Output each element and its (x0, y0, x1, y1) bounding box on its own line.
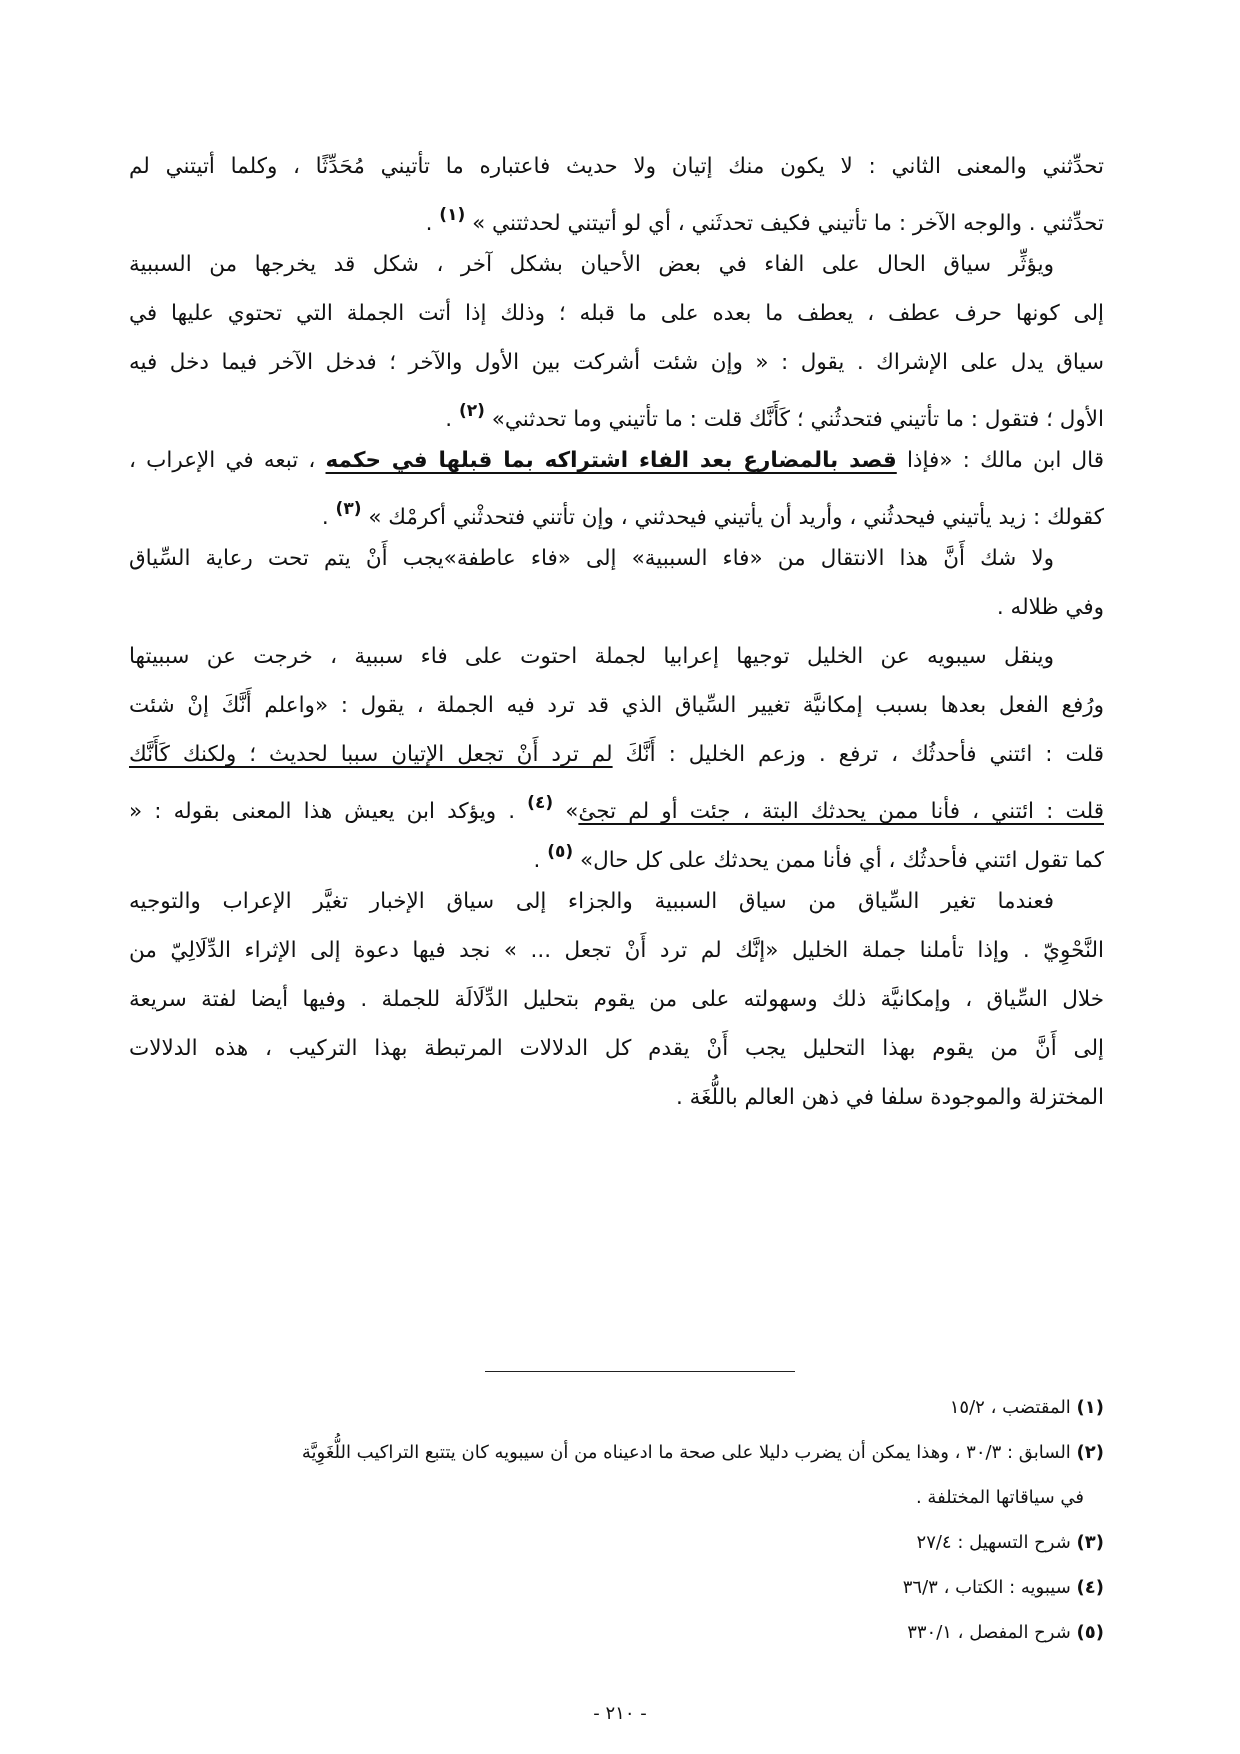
text-line (129, 240, 1104, 289)
footnote-reference: (٢) (458, 401, 485, 421)
text-segment: ويؤثِّر سياق الحال على الفاء في بعض الأحيان بشكل آخر ، شكل قد يخرجها من السببية (129, 252, 1054, 277)
text-line (129, 632, 1104, 681)
footnote-text: شرح التسهيل : ٢٧/٤ (916, 1532, 1077, 1553)
footnote-number: (٢) (1076, 1442, 1104, 1463)
body-text (129, 142, 1104, 1122)
text-line (129, 730, 1104, 779)
footnote-reference: (٥) (547, 842, 574, 862)
text-segment: خلال السِّياق ، وإمكانيَّة ذلك وسهولته على من يقوم بتحليل الدِّلَالَة للجملة . وفيها أيضا لفتة سريعة (129, 987, 1104, 1012)
text-line (129, 485, 1104, 534)
footnote-reference: (٤) (527, 793, 554, 813)
footnote-text: المقتضب ، ١٥/٢ (949, 1397, 1077, 1418)
text-segment: تحدِّثني والمعنى الثاني : لا يكون منك إتيان ولا حديث فاعتباره ما تأتيني مُحَدِّثًا ، وكلما أتيتني لم (129, 154, 1104, 179)
page-number: - ٢١٠ - (593, 1703, 647, 1724)
text-segment: ورُفع الفعل بعدها بسبب إمكانيَّة تغيير السِّياق الذي قد ترد فيه الجملة ، يقول : «واعلم أَنَّكَ إنْ شئت (129, 693, 1104, 718)
text-segment: لم ترد أَنْ تجعل الإتيان سببا لحديث ؛ ولكنك كَأَنَّك (129, 742, 613, 767)
footnote-text: السابق : ٣٠/٣ ، وهذا يمكن أن يضرب دليلا على صحة ما ادعيناه من أن سيبويه كان يتتبع التراكيب اللُّغَوِيَّة (301, 1442, 1077, 1463)
text-segment: قلت : ائتني ، فأنا ممن يحدثك البتة ، جئت أو لم تجئ (578, 799, 1104, 824)
text-segment: » (553, 799, 579, 824)
text-segment: سياق يدل على الإشراك . يقول : « وإن شئت أشركت بين الأول والآخر ؛ فدخل الآخر فيما دخل فيه (129, 350, 1104, 375)
text-line (129, 975, 1104, 1024)
text-segment: قال ابن مالك : «فإذا (896, 448, 1104, 473)
text-segment: فعندما تغير السِّياق من سياق السببية والجزاء إلى سياق الإخبار تغيَّر الإعراب والتوجيه (129, 889, 1054, 914)
text-line (129, 534, 1104, 583)
text-line (129, 828, 1104, 877)
footnote-reference: (٣) (335, 499, 362, 519)
text-segment: قصد بالمضارع بعد الفاء اشتراكه بما قبلها في حكمه (325, 448, 897, 473)
footnote-number: (٤) (1076, 1577, 1104, 1598)
text-segment: النَّحْوِيّ . وإذا تأملنا جملة الخليل «إنَّك لم ترد أَنْ تجعل ... » نجد فيها دعوة إلى الإثراء الدِّلَالِيّ من (129, 938, 1104, 963)
text-line (129, 877, 1104, 926)
text-segment: إلى أَنَّ من يقوم بهذا التحليل يجب أَنْ يقدم كل الدلالات المرتبطة بهذا التركيب ، هذه الدلالات (129, 1036, 1104, 1061)
text-line (129, 926, 1104, 975)
text-segment: الأول ؛ فتقول : ما تأتيني فتحدثُني ؛ كَأَنَّك قلت : ما تأتيني وما تحدثني» (484, 407, 1104, 432)
footnote-line (129, 1610, 1104, 1655)
text-segment: قلت : ائتني فأحدثُك ، ترفع . وزعم الخليل : أَنَّكَ (612, 742, 1104, 767)
text-segment: تحدِّثني . والوجه الآخر : ما تأتيني فكيف تحدثَني ، أي لو أتيتني لحدثتني » (465, 211, 1104, 236)
text-line (129, 681, 1104, 730)
text-line (129, 191, 1104, 240)
text-segment: . (321, 505, 336, 530)
footnote-reference: (١) (439, 205, 466, 225)
text-segment: ، تبعه في الإعراب ، (129, 448, 326, 473)
footnote-text: سيبويه : الكتاب ، ٣٦/٣ (902, 1577, 1077, 1598)
text-line (129, 289, 1104, 338)
text-segment: . (445, 407, 459, 432)
footnote-line (129, 1430, 1104, 1475)
footnote-separator (485, 1371, 795, 1372)
text-segment: . (425, 211, 440, 236)
text-segment: . (533, 848, 548, 873)
text-line (129, 436, 1104, 485)
text-segment: المختزلة والموجودة سلفا في ذهن العالم باللُّغَة . (675, 1085, 1104, 1110)
text-segment: كقولك : زيد يأتيني فيحدثُني ، وأريد أن يأتيني فيحدثني ، وإن تأتني فتحدثْني أكرمْك » (361, 505, 1104, 530)
text-segment: . ويؤكد ابن يعيش هذا المعنى بقوله : « (129, 799, 528, 824)
footnotes (129, 1385, 1104, 1655)
footnote-line (129, 1475, 1104, 1520)
footnote-number: (٣) (1076, 1532, 1104, 1553)
text-segment: وفي ظلاله . (996, 595, 1104, 620)
text-line (129, 1073, 1104, 1122)
text-segment: ولا شك أَنَّ هذا الانتقال من «فاء السببية» إلى «فاء عاطفة»يجب أَنْ يتم تحت رعاية السِّياق (129, 546, 1054, 571)
footnote-line (129, 1565, 1104, 1610)
footnote-text: في سياقاتها المختلفة . (915, 1487, 1084, 1508)
footnote-line (129, 1385, 1104, 1430)
text-segment: كما تقول ائتني فأحدثُك ، أي فأنا ممن يحدثك على كل حال» (573, 848, 1104, 873)
text-line (129, 338, 1104, 387)
text-segment: إلى كونها حرف عطف ، يعطف ما بعده على ما قبله ؛ وذلك إذا أتت الجملة التي تحتوي عليها في (129, 301, 1104, 326)
text-line (129, 1024, 1104, 1073)
text-line (129, 583, 1104, 632)
text-segment: وينقل سيبويه عن الخليل توجيها إعرابيا لجملة احتوت على فاء سببية ، خرجت عن سببيتها (129, 644, 1054, 669)
footnote-text: شرح المفصل ، ٣٣٠/١ (907, 1622, 1077, 1643)
text-line (129, 387, 1104, 436)
text-line (129, 142, 1104, 191)
footnote-number: (١) (1076, 1397, 1104, 1418)
footnote-number: (٥) (1076, 1622, 1104, 1643)
footnote-line (129, 1520, 1104, 1565)
text-line (129, 779, 1104, 828)
